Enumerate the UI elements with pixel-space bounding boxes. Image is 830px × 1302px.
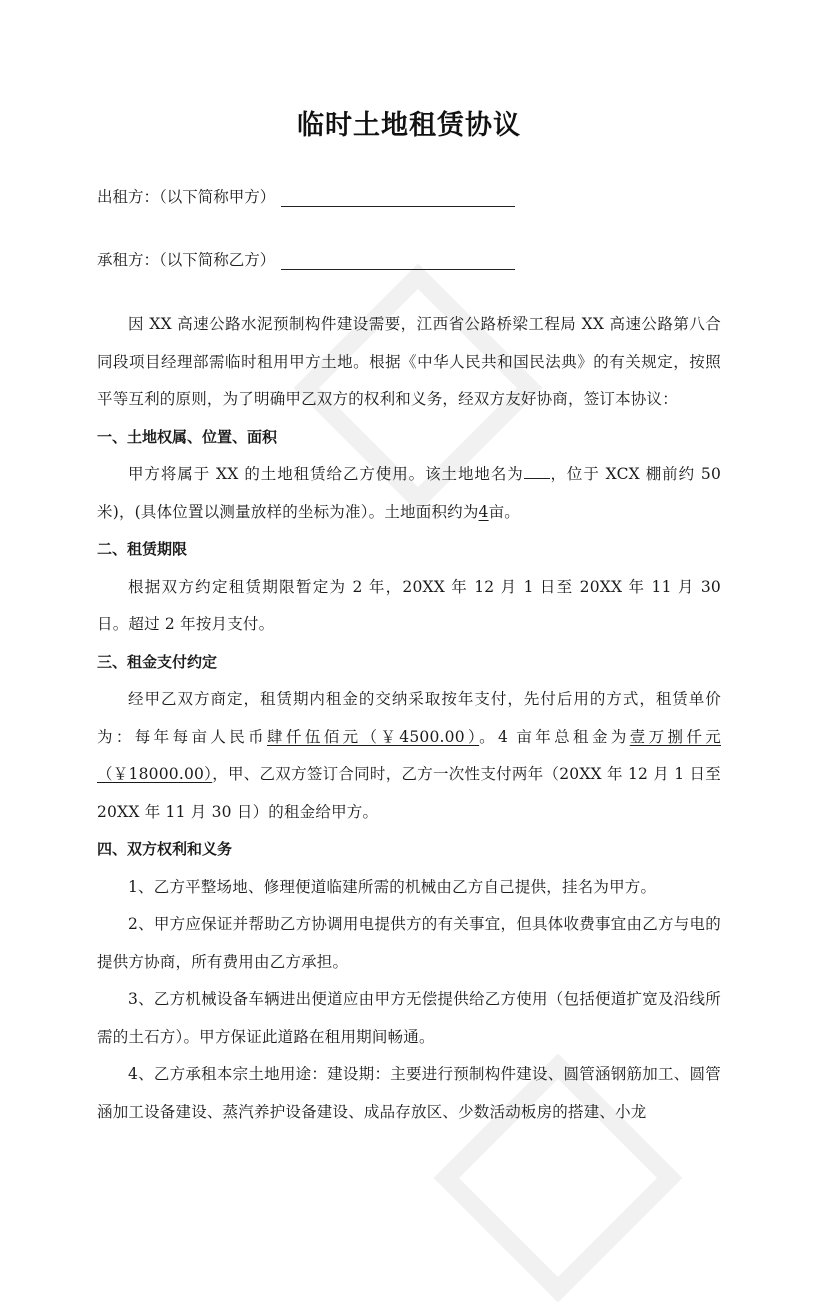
text-run: ，甲、乙双方签订合同时，乙方一次性支付两年（20XX 年 12 月 1 日至 20XX 年 11 月 30 日）的租金给甲方。 <box>97 765 721 821</box>
unit-price: 肆仟伍佰元（￥4500.00） <box>267 727 480 746</box>
land-area-value: 4 <box>478 502 489 521</box>
obligation-item-3: 3、乙方机械设备车辆进出便道应由甲方无偿提供给乙方使用（包括便道扩宽及沿线所需的土石方）。甲方保证此道路在租用期间畅通。 <box>97 990 721 1046</box>
preamble: 因 XX 高速公路水泥预制构件建设需要，江西省公路桥梁工程局 XX 高速公路第八合同段项目经理部需临时租用甲方土地。根据《中华人民共和国民法典》的有关规定，按照平等互利的原则，为了明确甲乙双方的权利和义务，经双方友好协商，签订本协议： <box>97 315 721 408</box>
text-run: 经甲乙双方商定，租赁期内租金的交纳采取按年支付，先付后用的方式，租赁单价为：每年每亩人民币 <box>97 690 721 746</box>
obligation-item-4: 4、乙方承租本宗土地用途：建设期：主要进行预制构件建设、圆管涵钢筋加工、圆管涵加工设备建设、蒸汽养护设备建设、成品存放区、少数活动板房的搭建、小龙 <box>97 1065 721 1121</box>
document-body <box>97 306 721 1131</box>
text-run: 亩。 <box>488 502 521 521</box>
lessee-field <box>97 248 515 270</box>
lessee-label: 承租方：（以下简称乙方） <box>97 251 276 269</box>
section-heading-3: 三、租金支付约定 <box>97 652 218 671</box>
obligation-item-2: 2、甲方应保证并帮助乙方协调用电提供方的有关事宜，但具体收费事宜由乙方与电的提供方协商，所有费用由乙方承担。 <box>97 915 721 971</box>
text-run: ，位于 XCX 棚前约 50 米)，(具体位置以测量放样的坐标为准）。土地面积约为 <box>97 465 722 521</box>
lessee-blank-line[interactable] <box>281 251 515 270</box>
text-run: 。4 亩年总租金为 <box>479 727 630 746</box>
total-price: 壹万捌仟元（￥18000.00） <box>97 727 721 783</box>
obligation-item-1: 1、乙方平整场地、修理便道临建所需的机械由乙方自己提供，挂名为甲方。 <box>128 877 657 896</box>
section-heading-4: 四、双方权利和义务 <box>97 840 233 858</box>
section-3-paragraph <box>97 681 721 831</box>
section-heading-2: 二、租赁期限 <box>97 540 188 558</box>
land-name-blank[interactable] <box>524 464 550 479</box>
lessor-field <box>97 185 515 207</box>
section-heading-1: 一、土地权属、位置、面积 <box>97 427 278 446</box>
section-2-paragraph: 根据双方约定租赁期限暂定为 2 年，20XX 年 12 月 1 日至 20XX 年 11 月 30 日。超过 2 年按月支付。 <box>97 577 721 633</box>
lessor-label: 出租方：（以下简称甲方） <box>97 188 276 206</box>
section-1-paragraph <box>97 456 721 531</box>
lessor-blank-line[interactable] <box>281 188 515 207</box>
text-run: 甲方将属于 XX 的土地租赁给乙方使用。该土地地名为 <box>128 465 524 483</box>
document-title: 临时土地租赁协议 <box>297 110 521 141</box>
